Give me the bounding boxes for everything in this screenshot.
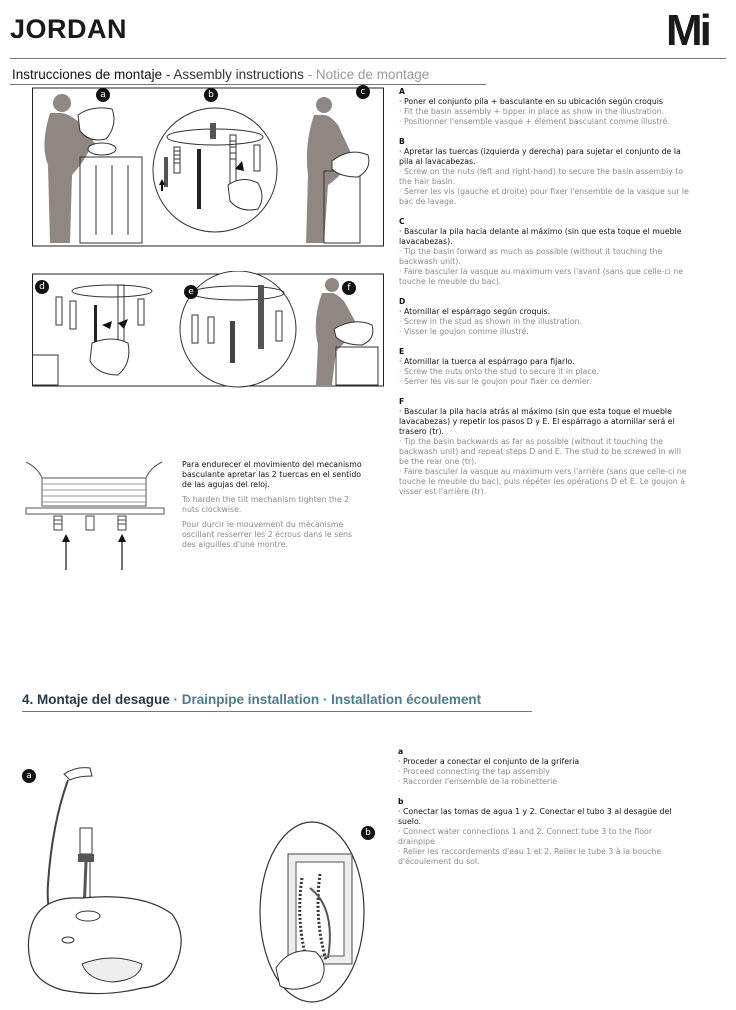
figure-row-def: [32, 271, 384, 389]
subtitle-en: Assembly instructions: [173, 67, 304, 82]
section-drainpipe-title: [22, 692, 481, 707]
brand-logo: Mi: [666, 6, 709, 55]
step-text-es: · Atornillar la tuerca al espárrago para fijarlo.: [399, 357, 575, 366]
drain-step-text-en: · Connect water connections 1 and 2. Connect tube 3 to the floor drainpipe: [398, 827, 652, 846]
badge-b: b: [204, 88, 218, 102]
tap-assembly-illustration: [22, 764, 192, 1004]
drain-step-text-en: · Proceed connecting the tap assembly: [398, 767, 550, 776]
hardening-en: To harden the tilt mechanism tighten the 2 nuts clockwise.: [182, 495, 350, 514]
step-text-es: · Bascular la pila hacia delante al máximo (sin que esta toque el mueble lavacabezas).: [399, 227, 682, 246]
badge-a: a: [96, 88, 110, 102]
drain-step-text-fr: · Relier les raccordements d'eau 1 et 2. Relier le tube 3 à la bouche d'écoulement du sol.: [398, 847, 662, 866]
step-a: [399, 87, 689, 127]
subtitle-sep-1: -: [162, 67, 174, 82]
step-letter: B: [399, 137, 405, 146]
step-c: [399, 217, 689, 287]
badge-e: e: [184, 285, 198, 299]
step-letter: F: [399, 397, 405, 406]
drain-figure-a: [22, 764, 192, 1004]
drain-step-b: [398, 797, 688, 867]
step-text-fr: · Faire basculer la vasque au maximum vers l'avant (sans que celle-ci ne touche le meuble du bac).: [399, 267, 683, 286]
drain-step-text-es: · Conectar las tomas de agua 1 y 2. Conectar el tubo 3 al desagüe del suelo.: [398, 807, 672, 826]
badge-d: d: [35, 280, 49, 294]
subtitle-sep-2: -: [303, 67, 316, 82]
section-sep-2: ·: [319, 692, 332, 707]
nut-icon: [54, 516, 126, 530]
drain-step-text-es: · Proceder a conectar el conjunto de la grifería: [398, 757, 580, 766]
assembly-subtitle: [12, 67, 429, 82]
step-text-fr: · Serrer les vis sur le goujon pour fixer ce dernier.: [399, 377, 592, 386]
drain-step-letter: b: [398, 797, 404, 806]
step-text-fr: · Faire basculer la vasque au maximum vers l'arrière (sans que celle-ci ne touche le meuble du bac), puis répéter les opérations D et E. Le goujon à visser est l'arrière (tr).: [399, 467, 687, 496]
step-text-en: · Tip the basin forward as much as possible (without it touching the backwash unit).: [399, 247, 663, 266]
brand-title: JORDAN: [10, 14, 128, 44]
step-text-en: · Screw on the nuts (left and right-hand) to secure the basin assembly to the hair basin.: [399, 167, 684, 186]
step-text-fr: · Serrer les vis (gauche et droite) pour fixer l'ensemble de la vasque sur le bac de lavage.: [399, 187, 689, 206]
drain-badge-b: b: [361, 826, 375, 840]
step-text-en: · Screw the nuts onto the stud to secure it in place.: [399, 367, 599, 376]
badge-f: f: [342, 281, 356, 295]
drain-figure-b: [256, 818, 378, 1004]
drain-steps: [398, 747, 688, 877]
basin-icon: [28, 897, 181, 994]
step-text-en: · Screw in the stud as shown in the illustration.: [399, 317, 582, 326]
step-text-fr: · Positionner l'ensemble vasque + élément basculant comme illustré.: [399, 117, 670, 126]
step-text-es: · Apretar las tuercas (izquierda y derecha) para sujetar el conjunto de la pila al lavacabezas.: [399, 147, 681, 166]
section-title-es: 4. Montaje del desague: [22, 692, 170, 707]
section-title-fr: Installation écoulement: [331, 692, 482, 707]
step-text-en: · Fit the basin assembly + tipper in place as show in the illustration.: [399, 107, 665, 116]
subtitle-es: Instrucciones de montaje: [12, 67, 163, 82]
step-text-es: · Poner el conjunto pila + basculante en su ubicación según croquis: [399, 97, 663, 106]
badge-c: c: [356, 85, 370, 99]
step-text-es: · Bascular la pila hacia atrás al máximo (sin que esta toque el mueble lavacabezas) y repetir los pasos D y E. El espárrago a atornillar será el trasero (tr).: [399, 407, 675, 436]
figure-row-abc: [32, 85, 384, 250]
drain-badge-a: a: [22, 769, 36, 783]
section-title-en: Drainpipe installation: [181, 692, 320, 707]
tilt-mechanism-illustration: [24, 458, 166, 574]
step-text-fr: · Visser le goujon comme illustré.: [399, 327, 529, 336]
figure-def-illustration: [32, 271, 384, 389]
header-divider: [10, 58, 726, 59]
subtitle-fr: Notice de montage: [315, 67, 430, 82]
hardening-fr: Pour durcir le mouvement du mécanisme oscillant resserrer les 2 écrous dans le sens des aiguilles d'une montre.: [182, 520, 353, 549]
step-text-en: · Tip the basin backwards as far as possible (without it touching the backwash unit) and repeat steps D and E. The stud to be screwed in will be the rear one (tr).: [399, 437, 681, 466]
step-f: [399, 397, 689, 497]
tilt-hardening-text: [182, 460, 367, 555]
step-letter: A: [399, 87, 405, 96]
step-letter: C: [399, 217, 405, 226]
tilt-mechanism-figure: [24, 458, 166, 574]
drain-step-text-fr: · Raccorder l'ensemble de la robinetterie: [398, 777, 558, 786]
assembly-steps: [399, 87, 689, 507]
hardening-es: Para endurecer el movimiento del mecanismo basculante apretar las 2 tuercas en el sentido de las agujas del reloj.: [182, 460, 362, 489]
step-letter: D: [399, 297, 406, 306]
arrow-up-icon: [62, 534, 126, 570]
figure-abc-illustration: [32, 85, 384, 250]
step-b: [399, 137, 689, 207]
step-letter: E: [399, 347, 405, 356]
section-sep-1: ·: [169, 692, 182, 707]
drain-step-letter: a: [398, 747, 404, 756]
drain-step-a: [398, 747, 688, 787]
section-divider: [22, 711, 532, 712]
step-d: [399, 297, 689, 337]
step-text-es: · Atornillar el espárrago según croquis.: [399, 307, 551, 316]
drainpipe-connection-illustration: [256, 818, 378, 1004]
step-e: [399, 347, 689, 387]
